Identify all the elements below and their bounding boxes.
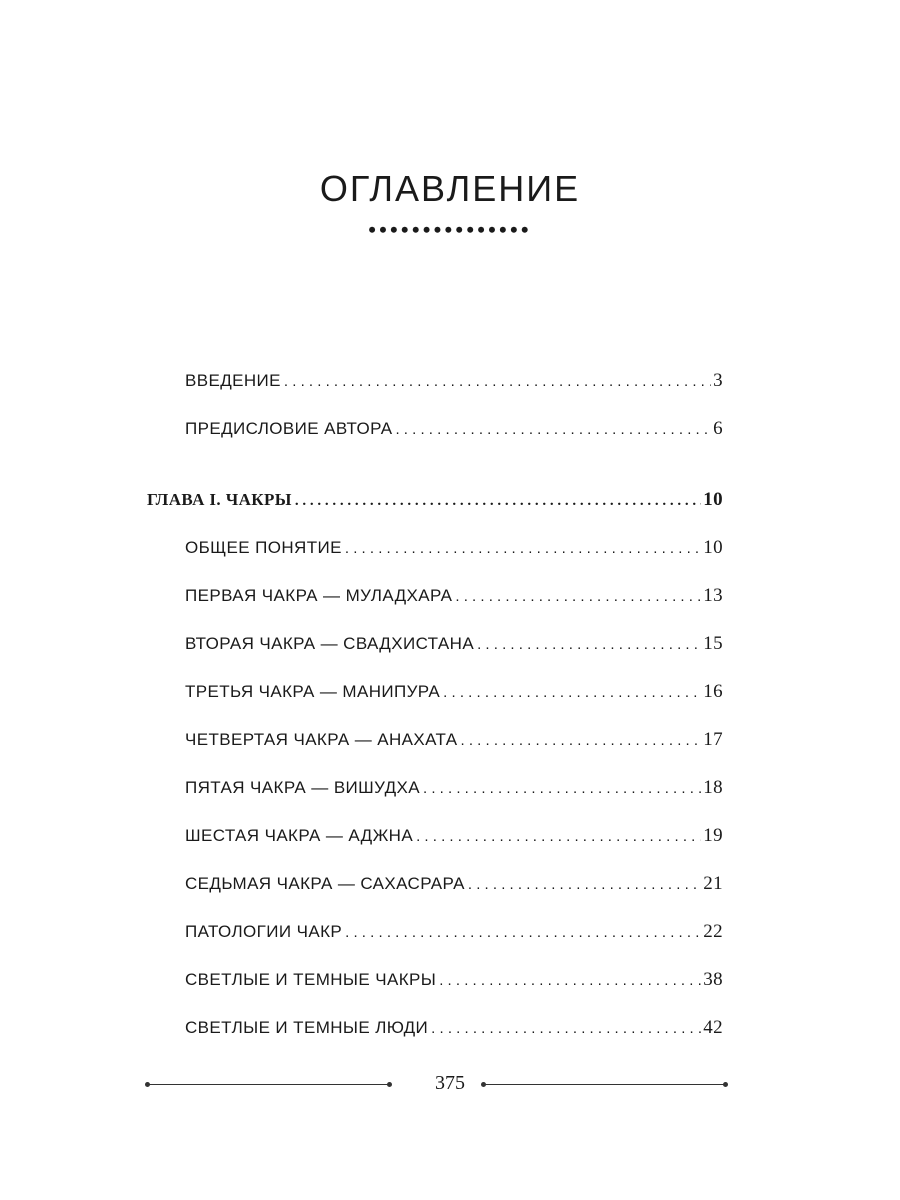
toc-entry-page: 3 — [713, 370, 723, 391]
toc-entry-label: ПРЕДИСЛОВИЕ АВТОРА — [185, 419, 393, 438]
page-number: 375 — [435, 1072, 465, 1094]
toc-entry-page: 6 — [713, 418, 723, 439]
toc-entry-page: 21 — [703, 873, 723, 894]
rule-end-dot — [481, 1082, 486, 1087]
dot-leader — [416, 828, 701, 845]
toc-entry — [185, 633, 723, 655]
toc-entry-label: ТРЕТЬЯ ЧАКРА — МАНИПУРА — [185, 682, 441, 701]
toc-entry — [185, 777, 723, 799]
toc-entry-page: 10 — [703, 489, 723, 510]
toc-entry-label: ШЕСТАЯ ЧАКРА — АДЖНА — [185, 826, 414, 845]
toc-entry-label: ВТОРАЯ ЧАКРА — СВАДХИСТАНА — [185, 634, 475, 653]
toc-entry — [185, 969, 723, 991]
toc-entry-page: 38 — [703, 969, 723, 990]
toc-entry-page: 16 — [703, 681, 723, 702]
toc-entry — [185, 681, 723, 703]
toc-entry — [185, 921, 723, 943]
toc-entry-page: 17 — [703, 729, 723, 750]
toc-entry-page: 10 — [703, 537, 723, 558]
dot-leader — [431, 1020, 701, 1037]
toc-entry — [185, 370, 723, 392]
toc-entry-label: ПЕРВАЯ ЧАКРА — МУЛАДХАРА — [185, 586, 453, 605]
toc-entry-label: СЕДЬМАЯ ЧАКРА — САХАСРАРА — [185, 874, 465, 893]
toc-entry-label: СВЕТЛЫЕ И ТЕМНЫЕ ЧАКРЫ — [185, 970, 437, 989]
dot-leader — [439, 972, 701, 989]
rule-end-dot — [723, 1082, 728, 1087]
toc-entry-label: ЧЕТВЕРТАЯ ЧАКРА — АНАХАТА — [185, 730, 458, 749]
toc-entry — [185, 418, 723, 440]
footer-rule-right — [483, 1084, 726, 1085]
dot-leader — [345, 540, 701, 557]
dot-leader — [443, 684, 701, 701]
toc-entry-page: 13 — [703, 585, 723, 606]
toc-chapter-entry — [147, 489, 723, 511]
dot-leader — [284, 373, 711, 390]
toc-entry-page: 19 — [703, 825, 723, 846]
title-ornament-dots: ••••••••••••••• — [368, 217, 532, 242]
toc-entry-label: ПЯТАЯ ЧАКРА — ВИШУДХА — [185, 778, 420, 797]
toc-entry-page: 15 — [703, 633, 723, 654]
toc-entry-label: ГЛАВА I. ЧАКРЫ — [147, 490, 292, 509]
toc-entry — [185, 537, 723, 559]
dot-leader — [477, 636, 701, 653]
toc-entry-page: 42 — [703, 1017, 723, 1038]
toc-entry — [185, 1017, 723, 1039]
toc-entry — [185, 729, 723, 751]
toc-entry-label: ВВЕДЕНИЕ — [185, 371, 281, 390]
dot-leader — [468, 876, 701, 893]
toc-entry-label: ПАТОЛОГИИ ЧАКР — [185, 922, 343, 941]
dot-leader — [345, 924, 701, 941]
toc-entry-label: ОБЩЕЕ ПОНЯТИЕ — [185, 538, 342, 557]
dot-leader — [395, 421, 711, 438]
page-title: ОГЛАВЛЕНИЕ — [319, 168, 581, 209]
toc-entry-page: 22 — [703, 921, 723, 942]
dot-leader — [295, 493, 701, 510]
toc-entry-label: СВЕТЛЫЕ И ТЕМНЫЕ ЛЮДИ — [185, 1018, 429, 1037]
toc-entry — [185, 585, 723, 607]
dot-leader — [461, 732, 702, 749]
dot-leader — [423, 780, 701, 797]
toc-entry — [185, 825, 723, 847]
toc-entry — [185, 873, 723, 895]
toc-entry-page: 18 — [703, 777, 723, 798]
dot-leader — [455, 588, 701, 605]
